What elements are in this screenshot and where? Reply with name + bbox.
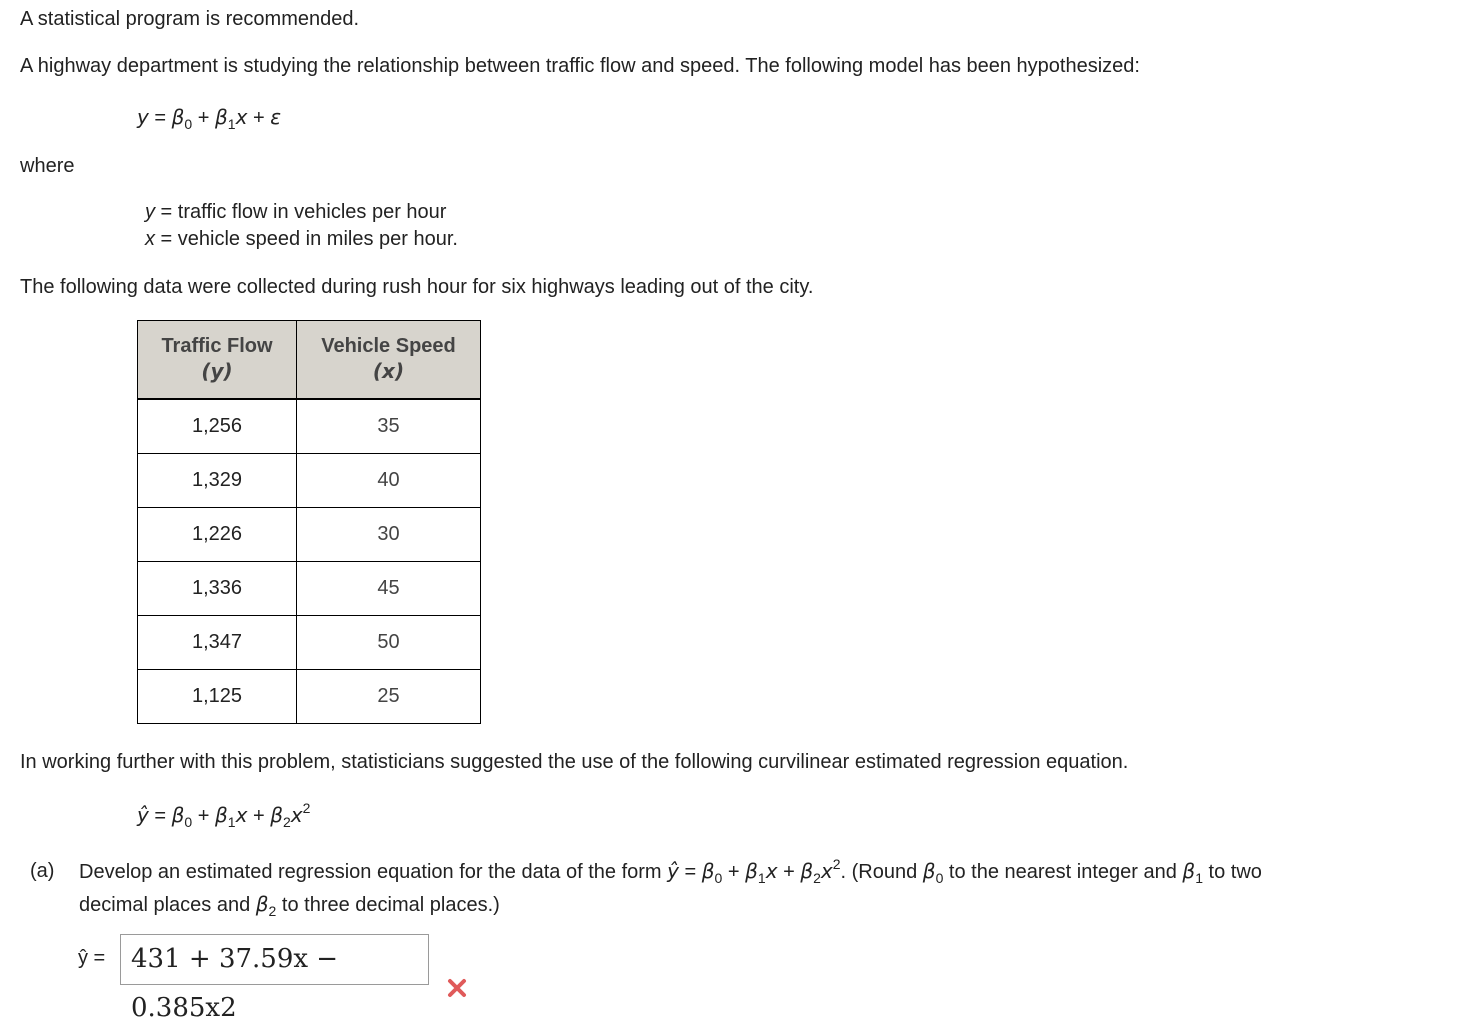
traffic-flow-cell: 1,125 bbox=[138, 670, 297, 724]
traffic-flow-cell: 1,347 bbox=[138, 616, 297, 670]
vehicle-speed-cell: 50 bbox=[297, 616, 481, 670]
curvilinear-equation: ŷ = $\beta_0 + \beta_1x + \beta_2x^2$ bbox=[137, 800, 311, 830]
table-row bbox=[138, 399, 481, 454]
part-a-instructions: Develop an estimated regression equation for the data of the form ŷ = $\beta_0 + \beta_1x + \beta_2x^2$. (Round $\beta_0$ to the nearest integer and $\beta_1$ to two decimal places and $\beta_2$ to three decimal places.) bbox=[79, 856, 1262, 919]
answer-input[interactable]: 431 + 37.59x − 0.385x2 bbox=[120, 934, 429, 985]
answer-yhat-label: ŷ = bbox=[78, 947, 106, 969]
traffic-flow-cell: 1,226 bbox=[138, 508, 297, 562]
traffic-flow-cell: 1,256 bbox=[138, 399, 297, 454]
table-header-row bbox=[138, 321, 481, 400]
vehicle-speed-cell: 40 bbox=[297, 454, 481, 508]
table-row bbox=[138, 670, 481, 724]
where-label: where bbox=[20, 155, 75, 177]
definition-x: x = vehicle speed in miles per hour. bbox=[145, 228, 458, 250]
vehicle-speed-cell: 30 bbox=[297, 508, 481, 562]
traffic-flow-cell: 1,336 bbox=[138, 562, 297, 616]
table-row bbox=[138, 562, 481, 616]
traffic-flow-cell: 1,329 bbox=[138, 454, 297, 508]
table-row bbox=[138, 616, 481, 670]
intro-text: A statistical program is recommended. bbox=[20, 8, 360, 30]
vehicle-speed-cell: 45 bbox=[297, 562, 481, 616]
part-a-label: (a) bbox=[30, 860, 55, 882]
vehicle-speed-cell: 25 bbox=[297, 670, 481, 724]
data-intro-text: The following data were collected during rush hour for six highways leading out of the city. bbox=[20, 276, 814, 298]
incorrect-x-icon bbox=[446, 977, 468, 999]
header-traffic-flow: Traffic Flow (y) bbox=[138, 321, 297, 400]
data-table bbox=[137, 320, 481, 724]
header-vehicle-speed: Vehicle Speed (x) bbox=[297, 321, 481, 400]
table-row bbox=[138, 454, 481, 508]
further-text: In working further with this problem, statisticians suggested the use of the following curvilinear estimated regression equation. bbox=[20, 751, 1129, 773]
definition-y: y = traffic flow in vehicles per hour bbox=[145, 201, 447, 223]
vehicle-speed-cell: 35 bbox=[297, 399, 481, 454]
table-row bbox=[138, 508, 481, 562]
problem-text: A highway department is studying the relationship between traffic flow and speed. The following model has been hypothesized: bbox=[20, 55, 1140, 77]
model-equation: $y = \beta_0 + \beta_1x + \varepsilon$ bbox=[137, 105, 282, 132]
